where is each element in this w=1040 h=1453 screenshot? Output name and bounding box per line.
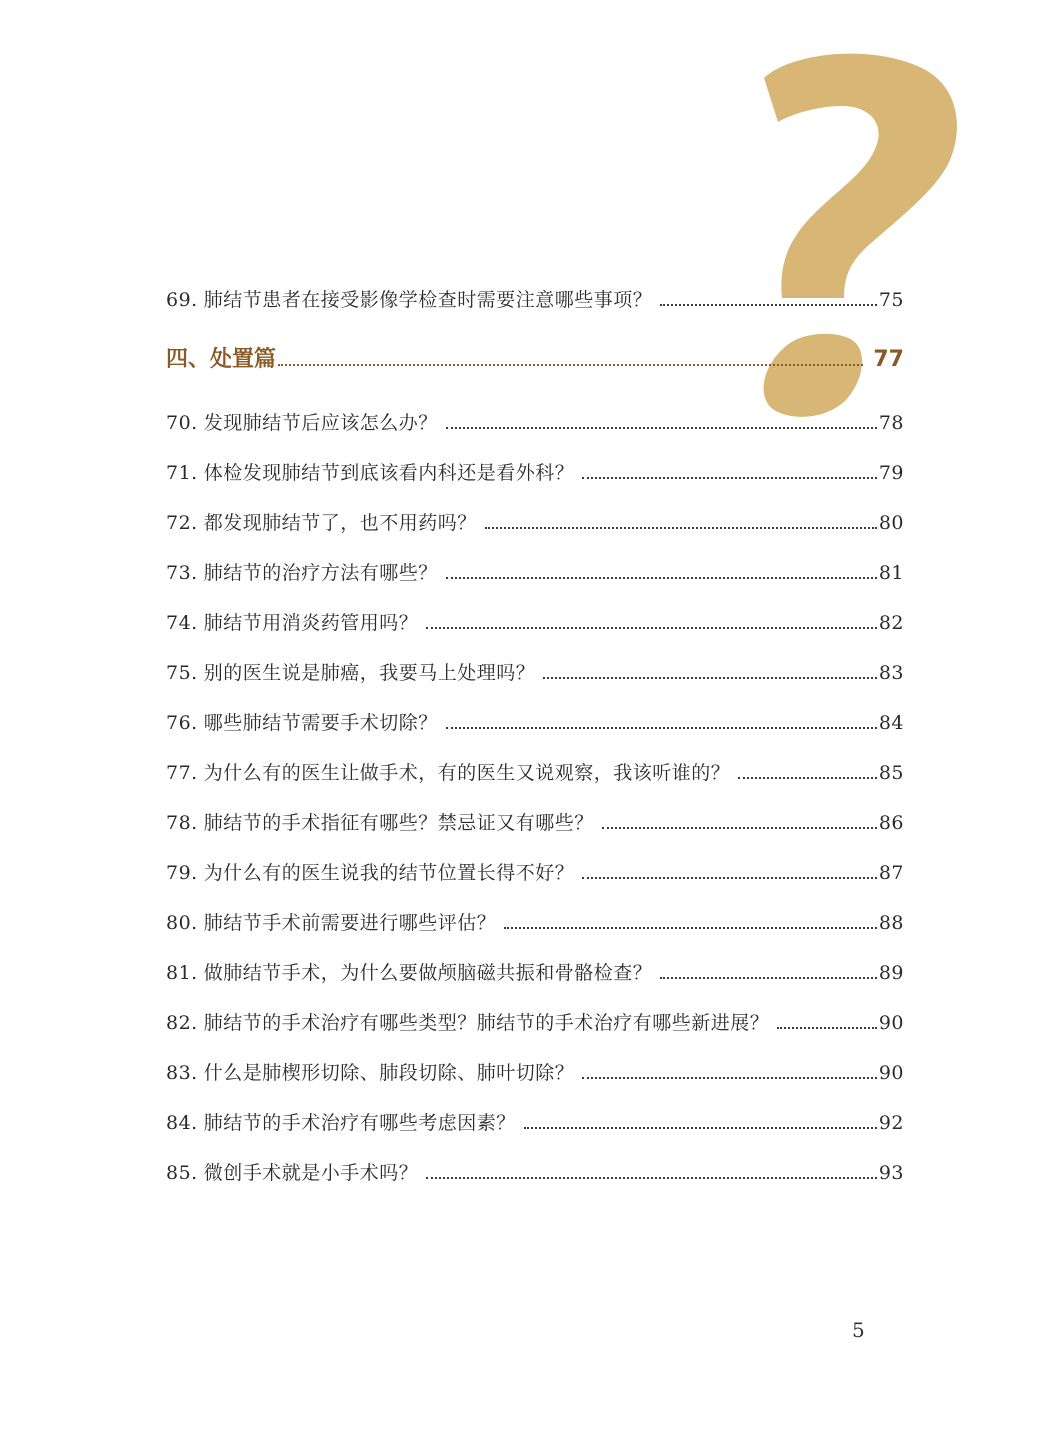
section-heading[interactable] <box>166 345 904 375</box>
entry-title: 发现肺结节后应该怎么办？ <box>203 412 438 434</box>
entry-title: 肺结节患者在接受影像学检查时需要注意哪些事项？ <box>203 289 653 311</box>
toc-entry[interactable] <box>166 1110 904 1136</box>
entry-number: 83. <box>166 1062 198 1084</box>
entry-page: 93 <box>878 1162 904 1184</box>
entry-page: 75 <box>878 289 904 311</box>
entry-title: 为什么有的医生让做手术，有的医生又说观察，我该听谁的？ <box>203 762 731 784</box>
entry-title: 体检发现肺结节到底该看内科还是看外科？ <box>203 462 575 484</box>
dot-leader <box>446 427 877 429</box>
dot-leader <box>602 827 877 829</box>
entry-title: 肺结节的治疗方法有哪些？ <box>203 562 438 584</box>
entry-number: 74. <box>166 612 198 634</box>
entry-title: 肺结节的手术治疗有哪些类型？肺结节的手术治疗有哪些新进展？ <box>203 1012 770 1034</box>
page-number: 5 <box>852 1318 865 1342</box>
dot-leader <box>582 477 877 479</box>
entry-title: 微创手术就是小手术吗？ <box>203 1162 419 1184</box>
section-title: 四、处置篇 <box>166 347 277 372</box>
toc-entry[interactable] <box>166 610 904 636</box>
entry-number: 84. <box>166 1112 198 1134</box>
entry-page: 79 <box>878 462 904 484</box>
toc-entry[interactable] <box>166 460 904 486</box>
entry-number: 76. <box>166 712 198 734</box>
entry-number: 78. <box>166 812 198 834</box>
entry-number: 73. <box>166 562 198 584</box>
toc-entry[interactable] <box>166 287 904 313</box>
toc-entry[interactable] <box>166 910 904 936</box>
entry-page: 86 <box>878 812 904 834</box>
toc-entry[interactable] <box>166 560 904 586</box>
entry-number: 71. <box>166 462 198 484</box>
dot-leader <box>446 727 877 729</box>
section-page: 77 <box>873 347 904 372</box>
toc-entry[interactable] <box>166 710 904 736</box>
entry-page: 78 <box>878 412 904 434</box>
entry-title: 都发现肺结节了，也不用药吗？ <box>203 512 477 534</box>
toc-entry[interactable] <box>166 1010 904 1036</box>
entry-number: 69. <box>166 289 198 311</box>
entry-number: 70. <box>166 412 198 434</box>
entry-page: 90 <box>878 1062 904 1084</box>
toc-entry[interactable] <box>166 510 904 536</box>
toc-entry[interactable] <box>166 860 904 886</box>
entry-page: 84 <box>878 712 904 734</box>
dot-leader <box>426 1177 877 1179</box>
dot-leader <box>278 364 863 366</box>
dot-leader <box>660 977 877 979</box>
dot-leader <box>543 677 877 679</box>
entry-page: 81 <box>878 562 904 584</box>
entry-page: 80 <box>878 512 904 534</box>
toc-entry[interactable] <box>166 660 904 686</box>
dot-leader <box>446 577 877 579</box>
entry-number: 81. <box>166 962 198 984</box>
dot-leader <box>485 527 877 529</box>
entry-number: 77. <box>166 762 198 784</box>
dot-leader <box>582 877 877 879</box>
toc-entry[interactable] <box>166 760 904 786</box>
entry-page: 83 <box>878 662 904 684</box>
entry-page: 92 <box>878 1112 904 1134</box>
entry-number: 85. <box>166 1162 198 1184</box>
entry-title: 做肺结节手术，为什么要做颅脑磁共振和骨骼检查？ <box>203 962 653 984</box>
entry-title: 肺结节的手术治疗有哪些考虑因素？ <box>203 1112 516 1134</box>
entry-title: 肺结节用消炎药管用吗？ <box>203 612 419 634</box>
toc-entry[interactable] <box>166 410 904 436</box>
entry-number: 75. <box>166 662 198 684</box>
entry-number: 82. <box>166 1012 198 1034</box>
entry-title: 为什么有的医生说我的结节位置长得不好？ <box>203 862 575 884</box>
dot-leader <box>504 927 877 929</box>
entry-number: 79. <box>166 862 198 884</box>
dot-leader <box>660 304 877 306</box>
dot-leader <box>738 777 877 779</box>
entry-page: 88 <box>878 912 904 934</box>
entry-title: 什么是肺楔形切除、肺段切除、肺叶切除？ <box>203 1062 575 1084</box>
toc-entry[interactable] <box>166 960 904 986</box>
entry-page: 87 <box>878 862 904 884</box>
toc-entry[interactable] <box>166 1160 904 1186</box>
dot-leader <box>777 1027 877 1029</box>
entry-title: 哪些肺结节需要手术切除？ <box>203 712 438 734</box>
entry-page: 82 <box>878 612 904 634</box>
dot-leader <box>426 627 877 629</box>
dot-leader <box>582 1077 877 1079</box>
entry-page: 85 <box>878 762 904 784</box>
entry-page: 90 <box>878 1012 904 1034</box>
entry-title: 肺结节的手术指征有哪些？禁忌证又有哪些？ <box>203 812 594 834</box>
entry-page: 89 <box>878 962 904 984</box>
entry-number: 80. <box>166 912 198 934</box>
entry-title: 肺结节手术前需要进行哪些评估？ <box>203 912 497 934</box>
entry-number: 72. <box>166 512 198 534</box>
toc-entry[interactable] <box>166 1060 904 1086</box>
toc-entry[interactable] <box>166 810 904 836</box>
dot-leader <box>524 1127 877 1129</box>
entry-title: 别的医生说是肺癌，我要马上处理吗？ <box>203 662 536 684</box>
